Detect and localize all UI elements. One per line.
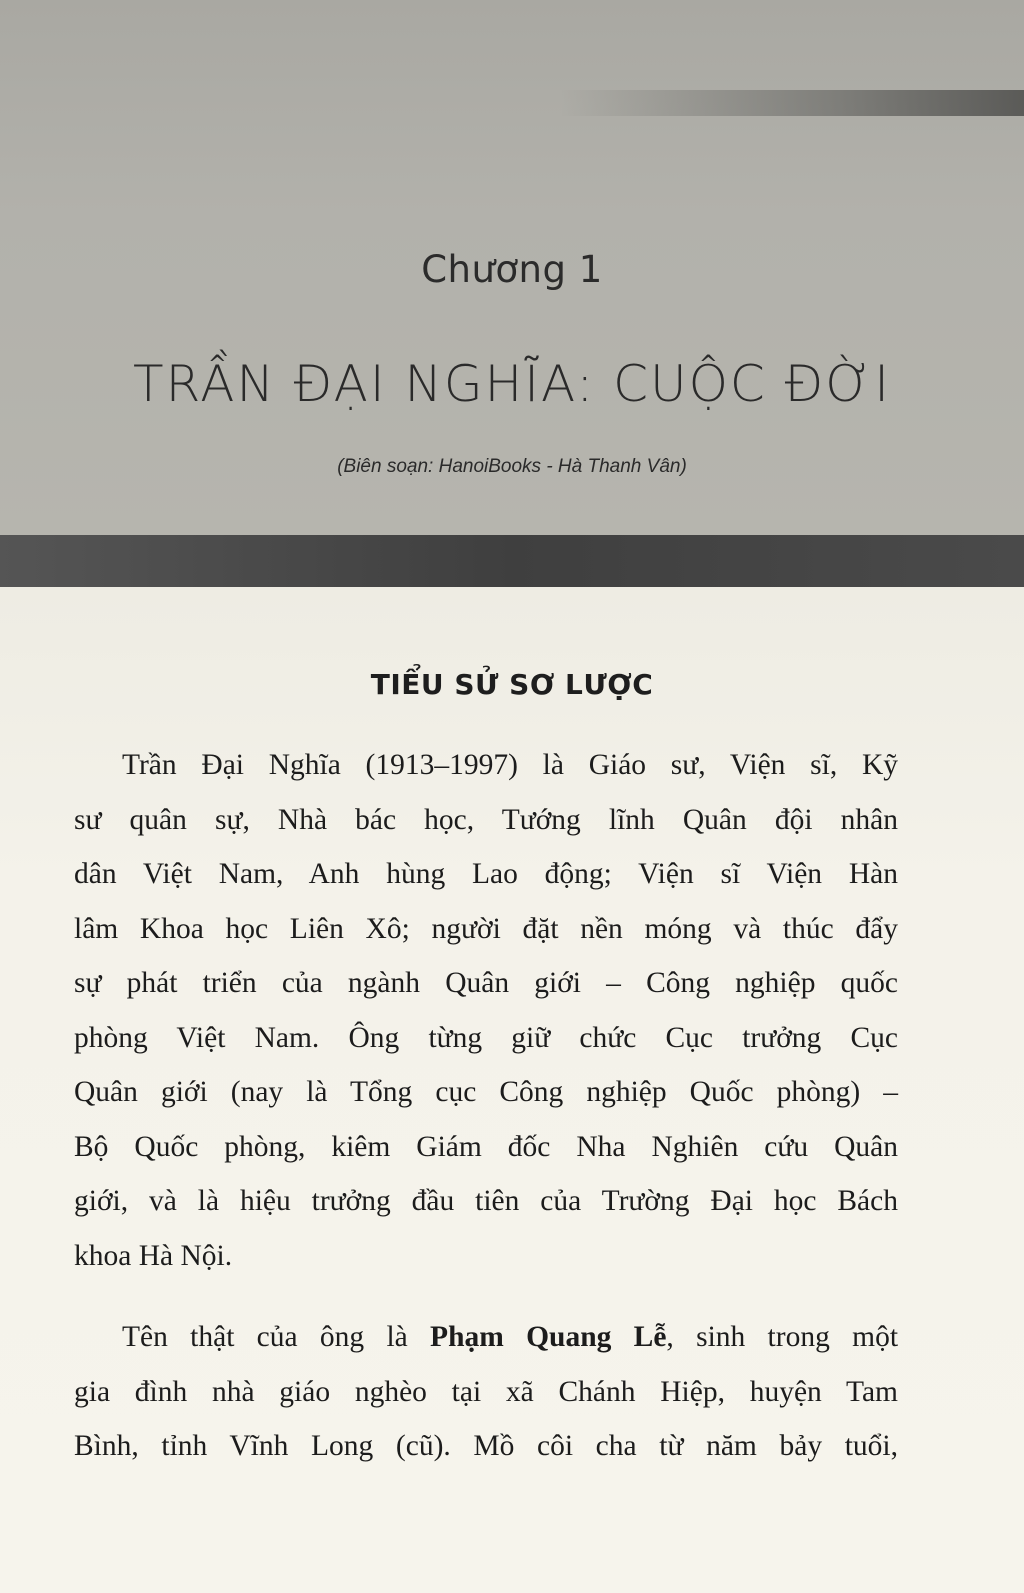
chapter-label: Chương 1: [421, 248, 603, 291]
paragraph-line: giới, và là hiệu trưởng đầu tiên của Trường Đại học Bách: [74, 1185, 898, 1217]
paragraph-line: phòng Việt Nam. Ông từng giữ chức Cục trưởng Cục: [74, 1021, 898, 1054]
paragraph-line: gia đình nhà giáo nghèo tại xã Chánh Hiệp, huyện Tam: [74, 1375, 898, 1408]
paragraph-line: Trần Đại Nghĩa (1913–1997) là Giáo sư, Viện sĩ, Kỹ: [122, 749, 898, 781]
running-header-bleed: [560, 90, 1024, 116]
paragraph-line: Bình, tỉnh Vĩnh Long (cũ). Mồ côi cha từ năm bảy tuổi,: [74, 1430, 898, 1462]
header-divider-bar: [0, 535, 1024, 587]
text-run: Tên thật của ông là: [122, 1321, 431, 1353]
paragraph-line: sư quân sự, Nhà bác học, Tướng lĩnh Quân đội nhân: [74, 803, 898, 836]
text-run: , sinh trong một: [666, 1321, 899, 1353]
section-heading: TIỂU SỬ SƠ LƯỢC: [370, 668, 654, 701]
paragraph-line: khoa Hà Nội.: [74, 1239, 233, 1272]
paragraph-line: sự phát triển của ngành Quân giới – Công nghiệp quốc: [74, 967, 898, 999]
paragraph-line: Quân giới (nay là Tổng cục Công nghiệp Quốc phòng) –: [74, 1076, 898, 1108]
paragraph-line: Bộ Quốc phòng, kiêm Giám đốc Nha Nghiên cứu Quân: [74, 1130, 898, 1163]
paragraph-line: [74, 1310, 898, 1365]
paragraph-1: [74, 738, 898, 1283]
chapter-title: TRẦN ĐẠI NGHĨA: CUỘC ĐỜI: [133, 355, 891, 413]
paragraph-line: lâm Khoa học Liên Xô; người đặt nền móng và thúc đẩy: [74, 912, 898, 945]
real-name-bold: Phạm Quang Lễ: [430, 1321, 667, 1353]
paragraph-line: dân Việt Nam, Anh hùng Lao động; Viện sĩ Viện Hàn: [74, 858, 898, 890]
chapter-byline: (Biên soạn: HanoiBooks - Hà Thanh Vân): [337, 456, 687, 477]
paragraph-2: [74, 1310, 898, 1474]
